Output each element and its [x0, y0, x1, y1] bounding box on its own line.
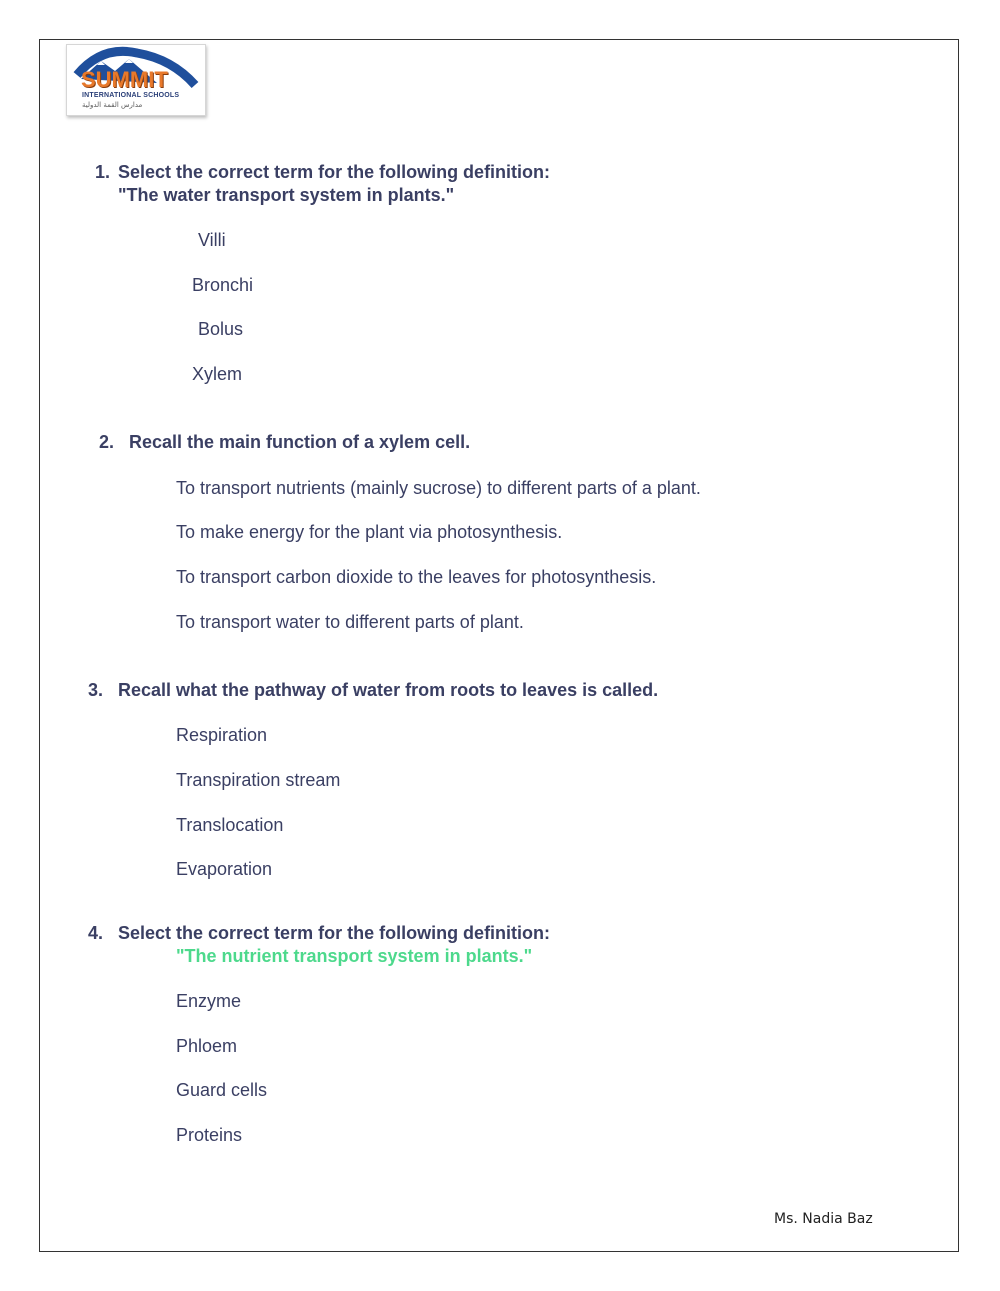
- logo-subtitle: INTERNATIONAL SCHOOLS: [82, 92, 180, 99]
- logo-wordmark: SUMMIT: [81, 67, 168, 92]
- question-4-option-1[interactable]: Enzyme: [176, 991, 242, 1011]
- question-number: 2.: [99, 432, 115, 452]
- question-prompt: Recall the main function of a xylem cell.: [129, 432, 471, 452]
- question-4-option-2[interactable]: Phloem: [176, 1036, 238, 1056]
- question-3-option-3[interactable]: Translocation: [176, 815, 284, 835]
- question-1-definition: "The water transport system in plants.": [118, 185, 455, 205]
- page-frame: [39, 39, 959, 1252]
- school-logo: [66, 44, 206, 116]
- logo-arabic-text: مدارس القمة الدولية: [82, 101, 143, 109]
- question-2-option-4[interactable]: To transport water to different parts of plant.: [176, 612, 524, 632]
- question-prompt: Select the correct term for the following definition:: [118, 162, 551, 182]
- question-4-option-4[interactable]: Proteins: [176, 1125, 243, 1145]
- question-number: 1.: [95, 162, 111, 182]
- question-1-option-3[interactable]: Bolus: [198, 319, 244, 339]
- question-2-option-1[interactable]: To transport nutrients (mainly sucrose) to different parts of a plant.: [176, 478, 701, 498]
- question-prompt: Select the correct term for the following definition:: [118, 923, 551, 943]
- question-1-option-4[interactable]: Xylem: [192, 364, 243, 384]
- question-4-option-3[interactable]: Guard cells: [176, 1080, 268, 1100]
- question-2-option-3[interactable]: To transport carbon dioxide to the leaves for photosynthesis.: [176, 567, 657, 587]
- question-3-option-4[interactable]: Evaporation: [176, 859, 273, 879]
- question-1-option-1[interactable]: Villi: [198, 230, 226, 250]
- question-4-definition: "The nutrient transport system in plants.": [176, 946, 533, 966]
- question-3-option-2[interactable]: Transpiration stream: [176, 770, 341, 790]
- question-1-option-2[interactable]: Bronchi: [192, 275, 254, 295]
- question-prompt: Recall what the pathway of water from roots to leaves is called.: [118, 680, 659, 700]
- question-3-option-1[interactable]: Respiration: [176, 725, 268, 745]
- question-number: 3.: [88, 680, 104, 700]
- author-name: Ms. Nadia Baz: [774, 1211, 873, 1227]
- question-2-option-2[interactable]: To make energy for the plant via photosynthesis.: [176, 522, 563, 542]
- question-number: 4.: [88, 923, 104, 943]
